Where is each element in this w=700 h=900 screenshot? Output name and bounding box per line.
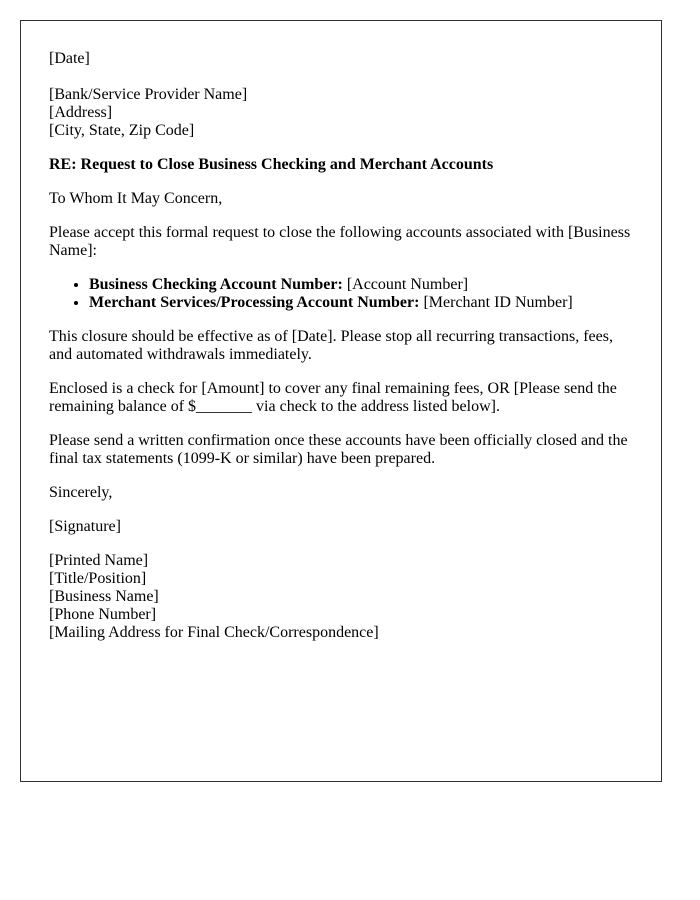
intro-paragraph: Please accept this formal request to close the following accounts associated with [Business Name]: [49,224,631,259]
sender-block [49,552,633,642]
signature: [Signature] [49,518,121,535]
sender-phone: [Phone Number] [49,606,157,623]
account-label: Merchant Services/Processing Account Number: [89,294,420,311]
sender-mailing-address: [Mailing Address for Final Check/Correspondence] [49,624,379,641]
account-value: [Account Number] [342,276,469,293]
letter-date: [Date] [49,50,90,67]
account-label: Business Checking Account Number: [89,276,343,293]
subject-line: RE: Request to Close Business Checking and Merchant Accounts [49,156,494,173]
recipient-name: [Bank/Service Provider Name] [49,86,248,103]
letter-page [20,20,662,782]
account-list [49,276,633,312]
recipient-block [49,86,633,140]
enclosure-paragraph: Enclosed is a check for [Amount] to cover any final remaining fees, OR [Please send the remaining balance of $_______ via check to the address listed below]. [49,380,617,415]
salutation: To Whom It May Concern, [49,190,223,207]
recipient-city: [City, State, Zip Code] [49,122,195,139]
list-item [89,294,633,312]
list-item [89,276,633,294]
closing: Sincerely, [49,484,113,501]
confirmation-paragraph: Please send a written confirmation once these accounts have been officially closed and the final tax statements (1099-K or similar) have been prepared. [49,432,628,467]
recipient-address: [Address] [49,104,113,121]
sender-business: [Business Name] [49,588,159,605]
effective-date-paragraph: This closure should be effective as of [Date]. Please stop all recurring transactions, fees, and automated withdrawals immediately. [49,328,613,363]
account-value: [Merchant ID Number] [419,294,573,311]
sender-title: [Title/Position] [49,570,147,587]
sender-name: [Printed Name] [49,552,149,569]
